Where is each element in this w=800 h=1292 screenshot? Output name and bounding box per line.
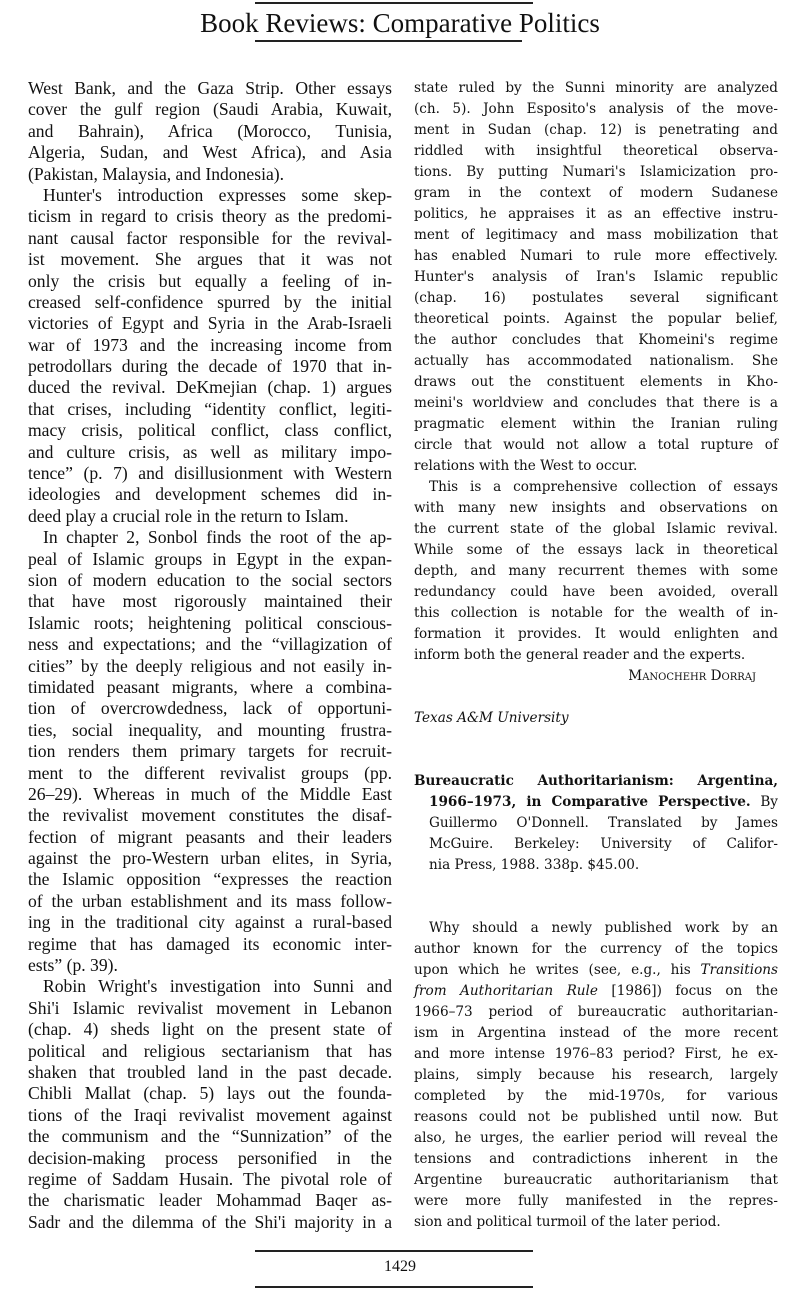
text-line: Sadr and the dilemma of the Shi'i majority in a xyxy=(28,1211,392,1232)
text-line: Algeria, Sudan, and West Africa), and Asia xyxy=(28,142,392,163)
text-line: political and religious sectarianism that has xyxy=(28,1040,392,1061)
text-line: petrodollars during the decade of 1970 that in- xyxy=(28,356,392,377)
text-line: ment of legitimacy and mass mobilization that xyxy=(414,227,778,243)
header-top-rule xyxy=(255,2,533,4)
italic-title: Transitions xyxy=(700,962,778,978)
text-line: (chap. 4) sheds light on the present state of xyxy=(28,1019,392,1040)
text-line: nant causal factor responsible for the revival- xyxy=(28,227,392,248)
book-citation-line: Guillermo O'Donnell. Translated by James xyxy=(429,815,778,831)
text-segment: 1966–1973, in Comparative Perspective. xyxy=(429,794,751,810)
text-line: relations with the West to occur. xyxy=(414,458,638,474)
text-line: depth, and many recurrent themes with some xyxy=(414,563,778,579)
text-line xyxy=(414,981,778,1002)
text-line: Chibli Mallat (chap. 5) lays out the founda- xyxy=(28,1083,392,1104)
text-line: war of 1973 and the increasing income from xyxy=(28,334,392,355)
text-line: formation it provides. It would enlighten and xyxy=(414,626,778,642)
text-line: macy crisis, political conflict, class conflict, xyxy=(28,420,392,441)
text-line: ticism in regard to crisis theory as the predomi- xyxy=(28,206,392,227)
text-line: Argentine bureaucratic authoritarianism that xyxy=(414,1172,778,1188)
text-segment: upon which he writes (see, e.g., his xyxy=(414,962,701,978)
text-line: Shi'i Islamic revivalist movement in Lebanon xyxy=(28,997,392,1018)
text-line: peal of Islamic groups in Egypt in the expan- xyxy=(28,548,392,569)
text-line: gram in the context of modern Sudanese xyxy=(414,185,778,201)
text-line: victories of Egypt and Syria in the Arab-Israeli xyxy=(28,313,392,334)
text-line xyxy=(414,750,778,771)
right-column xyxy=(414,78,778,1233)
text-line: pragmatic element within the Iranian ruling xyxy=(414,416,778,432)
book-citation-line: nia Press, 1988. 338p. $45.00. xyxy=(429,857,640,873)
text-line: ideologies and development schemes did in- xyxy=(28,484,392,505)
text-line: sion and political turmoil of the later period. xyxy=(414,1214,721,1230)
text-line: (ch. 5). John Esposito's analysis of the move- xyxy=(414,101,778,117)
text-line: and Bahrain), Africa (Morocco, Tunisia, xyxy=(28,120,392,141)
text-line xyxy=(414,687,778,708)
text-line: the Islamic opposition “expresses the reaction xyxy=(28,869,392,890)
text-line: cities” by the deeply religious and not easily in- xyxy=(28,655,392,676)
text-line: were more fully manifested in the repres- xyxy=(414,1193,778,1209)
text-line: the communism and the “Sunnization” of the xyxy=(28,1126,392,1147)
text-line: fection of migrant peasants and their leaders xyxy=(28,826,392,847)
text-line: ist movement. She argues that it was not xyxy=(28,249,392,270)
text-line: theoretical points. Against the popular belief, xyxy=(414,311,778,327)
text-line: decision-making process personified in the xyxy=(28,1147,392,1168)
text-line: state ruled by the Sunni minority are analyzed xyxy=(414,80,778,96)
text-line: ment to the different revivalist groups (pp. xyxy=(28,762,392,783)
text-line: reasons could not be published until now. But xyxy=(414,1109,778,1125)
text-line: ism in Argentina instead of the more recent xyxy=(414,1025,778,1041)
footer-top-rule xyxy=(255,1250,533,1252)
text-line: draws out the constituent elements in Kho- xyxy=(414,374,778,390)
text-line: In chapter 2, Sonbol finds the root of the ap- xyxy=(43,527,392,548)
text-line: 1966–73 period of bureaucratic authoritarian- xyxy=(414,1004,778,1020)
book-citation-line xyxy=(414,792,778,813)
text-line: circle that would not allow a total rupture of xyxy=(414,437,778,453)
text-line: duced the revival. DeKmejian (chap. 1) argues xyxy=(28,377,392,398)
text-line: ment in Sudan (chap. 12) is penetrating and xyxy=(414,122,778,138)
text-line: politics, he appraises it as an effective instru- xyxy=(414,206,778,222)
text-line: Why should a newly published work by an xyxy=(429,920,778,936)
text-line xyxy=(414,729,778,750)
text-line: Hunter's introduction expresses some skep- xyxy=(43,184,392,205)
text-line: (chap. 16) postulates several significant xyxy=(414,290,778,306)
text-segment: By xyxy=(750,794,778,810)
page-number: 1429 xyxy=(384,1258,416,1275)
text-line: meini's worldview and concludes that there is a xyxy=(414,395,778,411)
text-line: tions of the Iraqi revivalist movement against xyxy=(28,1104,392,1125)
text-line: that crises, including “identity conflict, legiti- xyxy=(28,398,392,419)
text-line: of the urban establishment and its mass follow- xyxy=(28,890,392,911)
book-citation-line: McGuire. Berkeley: University of Califor- xyxy=(429,836,778,852)
text-line: deed play a crucial role in the return to Islam. xyxy=(28,505,349,526)
text-line: sion of modern education to the social sectors xyxy=(28,569,392,590)
header-underline xyxy=(255,40,522,42)
text-line: tensions and contradictions inherent in the xyxy=(414,1151,778,1167)
text-line: ties, social inequality, and mounting frustra- xyxy=(28,719,392,740)
text-line: cover the gulf region (Saudi Arabia, Kuwait, xyxy=(28,99,392,120)
text-line: has enabled Numari to rule more effectively. xyxy=(414,248,778,264)
text-line: redundancy could have been avoided, overall xyxy=(414,584,778,600)
text-line: inform both the general reader and the experts. xyxy=(414,647,746,663)
text-line xyxy=(414,960,778,981)
text-line: against the pro-Western urban elites, in Syria, xyxy=(28,848,392,869)
text-line: actually has accommodated nationalism. She xyxy=(414,353,778,369)
text-line: also, he urges, the earlier period will reveal the xyxy=(414,1130,778,1146)
text-line: tions. By putting Numari's Islamicization pro- xyxy=(414,164,778,180)
text-line: completed by the mid-1970s, for various xyxy=(414,1088,778,1104)
text-line: that have most rigorously maintained their xyxy=(28,591,392,612)
text-line: Hunter's analysis of Iran's Islamic republic xyxy=(414,269,778,285)
text-line: tion renders them primary targets for recruit- xyxy=(28,741,392,762)
text-line: 26–29). Whereas in much of the Middle East xyxy=(28,783,392,804)
text-line: West Bank, and the Gaza Strip. Other essays xyxy=(28,78,392,98)
text-line: author known for the currency of the topics xyxy=(414,941,778,957)
text-line: timidated peasant migrants, where a combina- xyxy=(28,676,392,697)
text-line: ness and expectations; and the “villagization of xyxy=(28,634,392,655)
reviewer-name: Manochehr Dorraj xyxy=(628,668,756,684)
running-header: Book Reviews: Comparative Politics xyxy=(200,8,600,38)
text-line: regime that has damaged its economic inter- xyxy=(28,933,392,954)
text-line xyxy=(414,897,778,918)
text-line: This is a comprehensive collection of essays xyxy=(429,479,778,495)
text-line: ests” (p. 39). xyxy=(28,955,118,976)
text-line: and more intense 1976–83 period? First, he ex- xyxy=(414,1046,778,1062)
reviewer-affiliation: Texas A&M University xyxy=(414,710,569,726)
text-line xyxy=(414,876,778,897)
text-line: tion of overcrowdedness, lack of opportuni- xyxy=(28,698,392,719)
text-line: the author concludes that Khomeini's regime xyxy=(414,332,778,348)
text-line: and culture crisis, as well as military impo- xyxy=(28,441,392,462)
text-line: While some of the essays lack in theoretical xyxy=(414,542,778,558)
text-line: the revivalist movement constitutes the disaf- xyxy=(28,805,392,826)
footer-bottom-rule xyxy=(255,1286,533,1288)
text-line: regime of Saddam Husain. The pivotal role of xyxy=(28,1168,392,1189)
text-line: the current state of the global Islamic revival. xyxy=(414,521,778,537)
book-citation-line: Bureaucratic Authoritarianism: Argentina, xyxy=(414,773,778,789)
text-line: plains, simply because his research, largely xyxy=(414,1067,778,1083)
text-line: this collection is notable for the wealth of in- xyxy=(414,605,778,621)
text-line: the charismatic leader Mohammad Baqer as- xyxy=(28,1190,392,1211)
text-line: only the crisis but equally a feeling of in- xyxy=(28,270,392,291)
text-segment: [1986]) focus on the xyxy=(597,983,778,999)
text-line: tence” (p. 7) and disillusionment with Western xyxy=(28,463,392,484)
text-line: riddled with insightful theoretical observa- xyxy=(414,143,778,159)
text-line: ing in the traditional city against a rural-based xyxy=(28,912,392,933)
text-line: Robin Wright's investigation into Sunni and xyxy=(43,976,392,997)
text-line: Islamic roots; heightening political conscious- xyxy=(28,612,392,633)
text-line: creased self-confidence spurred by the initial xyxy=(28,291,392,312)
text-line: with many new insights and observations on xyxy=(414,500,778,516)
left-column xyxy=(28,78,392,1233)
italic-title: from Authoritarian Rule xyxy=(414,983,598,999)
text-line: shaken that troubled land in the past decade. xyxy=(28,1061,392,1082)
text-line: (Pakistan, Malaysia, and Indonesia). xyxy=(28,163,285,184)
